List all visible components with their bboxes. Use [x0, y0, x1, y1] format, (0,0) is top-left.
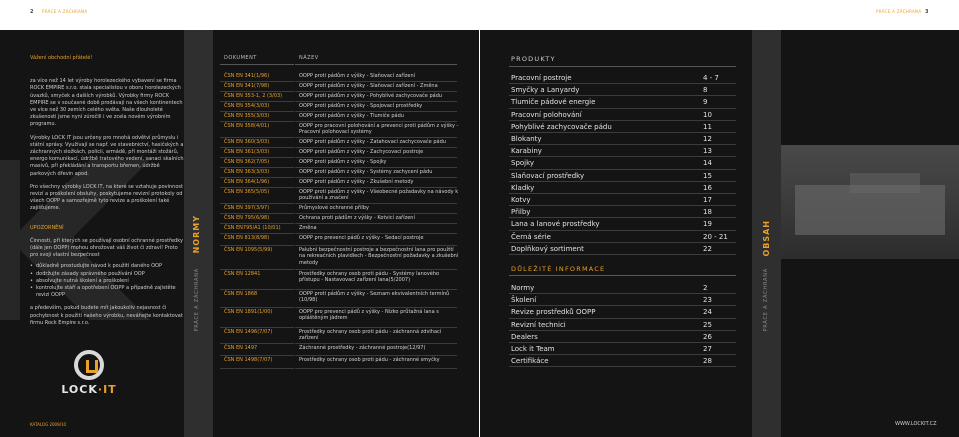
norm-name: OOPP proti pádům z výšky - Seznam ekvivalentních termínů (10/98) — [299, 291, 450, 304]
toc-label: Černá série — [511, 232, 551, 241]
column-header-document: DOKUMENT — [224, 55, 257, 61]
toc-item[interactable] — [509, 121, 736, 133]
toc-label: Smyčky a Lanyardy — [511, 86, 580, 95]
toc-label: Pracovní postroje — [511, 74, 572, 82]
toc-page-number: 22 — [703, 244, 712, 253]
toc-label: Spojky — [511, 159, 535, 168]
logo-text-accent: ·IT — [97, 383, 117, 396]
divider — [509, 275, 736, 276]
toc-page-number: 18 — [703, 208, 712, 217]
obsah-subtitle: PRÁCE A ZÁCHRANA — [763, 268, 769, 332]
toc-page-number: 19 — [703, 220, 712, 229]
norm-code: ČSN EN 354(3/03) — [224, 103, 270, 109]
norm-code: ČSN EN 1868 — [224, 291, 258, 297]
building-facade — [795, 185, 945, 235]
toc-page-number: 10 — [703, 110, 712, 119]
list-item: • důkladně prostudujte návod k použití daného OOP — [30, 263, 184, 270]
toc-item[interactable] — [509, 355, 736, 367]
norm-code: ČSN EN 1891(1/00) — [224, 309, 273, 315]
intro-paragraph: Výrobky LOCK IT jsou určeny pro mnohá odvětví průmyslu i státní správy. Využívají se např. ve stavebnictví, hasičských a záchranných složkách, policii, armádě, při montáži stožárů, energo komunikací, údržbě tratového vedení, sanaci skalních masivů, při překládání a transportu břemen, údržbě parkových dřevin apod. — [30, 134, 184, 177]
toc-label: Normy — [511, 284, 535, 292]
norm-code: ČSN EN 361(3/03) — [224, 149, 270, 155]
intro-paragraph: Činnosti, při kterých se používají osobní ochranné prostředky (dále jen OOPP) mohou ohrožovat váš život či zdraví! Proto pro svoji vlastní bezpečnost — [30, 237, 183, 259]
intro-paragraph: a především, pokud budete mít jakoukoliv nejasnost či pochybnost k použití našeho výrobku, neváhejte kontaktovat firmu Rock Empire s.r.o. — [30, 305, 183, 326]
norm-code: ČSN EN 353-1, 2 (3/03) — [224, 93, 283, 99]
obsah-title: OBSAH — [762, 220, 771, 257]
toc-page-number: 11 — [703, 122, 712, 131]
logo-text — [57, 383, 121, 396]
norm-code: ČSN EN 12841 — [224, 271, 261, 277]
list-item: • absolvujte nutná školení a proškolení — [30, 278, 184, 285]
toc-item[interactable] — [509, 319, 736, 331]
norm-name: OOPP proti pádům z výšky - Všeobecné požadavky na návody k používání a značení — [299, 189, 459, 202]
norm-name: Průmyslové ochranné přilby — [299, 205, 369, 211]
logo-text-main: LOCK — [61, 383, 98, 396]
lock-icon — [74, 350, 104, 380]
toc-item[interactable] — [509, 182, 736, 194]
products-heading: PRODUKTY — [511, 55, 556, 63]
greeting: Vážení obchodní přátelé! — [30, 55, 93, 61]
toc-label: Kladky — [511, 183, 535, 192]
toc-page-number: 23 — [703, 296, 712, 305]
website-link[interactable]: WWW.LOCKIT.CZ — [895, 421, 937, 427]
norm-code: ČSN EN 365(5/05) — [224, 189, 270, 195]
norm-name: OOPP proti pádům z výšky - Systémy zachycení pádu — [299, 169, 433, 175]
norm-code: ČSN EN 397(3/97) — [224, 205, 270, 211]
catalog-label: KATALOG 2009/10 — [30, 422, 67, 427]
toc-label: Pohyblivé zachycovače pádu — [511, 122, 612, 131]
toc-item[interactable] — [509, 343, 736, 355]
divider — [509, 254, 736, 255]
toc-label: Certifikáce — [511, 357, 549, 366]
toc-page-number: 25 — [703, 320, 712, 329]
toc-label: Revize prostředků OOPP — [511, 308, 596, 317]
toc-page-number: 27 — [703, 345, 712, 353]
divider — [220, 64, 294, 65]
norm-code: ČSN EN 360(3/03) — [224, 139, 270, 145]
intro-paragraph: za více než 14 let výroby horolezeckého vybavení se firma ROCK EMPIRE s.r.o. stala specialistou v oboru horolezeckých úvazků, smyček a dalších výrobků. Výrobky firmy ROCK EMPIRE se v současné době prodávají na všech kontinentech ve více než 30 zemích celého světa. Naše dlouholeté zkušenosti jsme nyní zúročili i ve zcela novém výrobním programu. — [30, 78, 183, 128]
toc-page-number: 20 - 21 — [703, 232, 728, 241]
divider — [220, 368, 294, 369]
obsah-band — [752, 30, 781, 437]
right-page-label: PRÁCE A ZÁCHRANA — [876, 9, 922, 14]
toc-item[interactable] — [509, 243, 736, 255]
toc-page-number: 24 — [703, 308, 712, 317]
lockit-logo — [57, 350, 121, 396]
toc-page-number: 8 — [703, 86, 708, 95]
norm-name: OOPP proti pádům z výšky - Pohyblivé zachycovače pádu — [299, 93, 443, 99]
toc-label: Dealers — [511, 332, 538, 341]
norm-name: Ochrana proti pádům z výšky - Kotvicí zařízení — [299, 215, 415, 221]
norm-name: OOPP proti pádům z výšky - Spojky — [299, 159, 387, 165]
normy-band — [184, 30, 213, 437]
toc-item[interactable] — [509, 194, 736, 206]
norm-code: ČSN EN 1497 — [224, 345, 258, 351]
norm-code: ČSN EN 1498(7/07) — [224, 357, 273, 363]
safety-list — [30, 263, 184, 299]
norm-name: OOPP proti pádům z výšky - Slaňovací zařízení — [299, 73, 416, 79]
toc-page-number: 2 — [703, 284, 708, 292]
toc-label: Přilby — [511, 208, 531, 217]
normy-subtitle: PRÁCE A ZÁCHRANA — [194, 268, 200, 332]
norm-code: ČSN EN 358(4/01) — [224, 123, 270, 129]
toc-item[interactable] — [509, 282, 736, 294]
toc-item[interactable] — [509, 294, 736, 306]
toc-item[interactable] — [509, 231, 736, 243]
toc-label: Doplňkový sortiment — [511, 244, 584, 253]
toc-page-number: 13 — [703, 147, 712, 156]
toc-page-number: 16 — [703, 183, 712, 192]
norm-name: OOPP pro prevenci pádů z výšky - Sedací postroje — [299, 235, 424, 241]
norm-name: OOPP pro prevenci pádů z výšky - Nízko průtažná lana s opláštěným jádrem — [299, 309, 439, 322]
toc-item[interactable] — [509, 96, 736, 108]
list-item: • kontrolujte stáří a opotřebení OOPP a případně zajistěte revizi OOPP — [30, 285, 184, 299]
norm-name: OOPP proti pádům z výšky - Tlumiče pádu — [299, 113, 404, 119]
toc-item[interactable] — [509, 170, 736, 182]
toc-item[interactable] — [509, 145, 736, 157]
norm-code: ČSN EN 795(6/98) — [224, 215, 270, 221]
toc-page-number: 9 — [703, 98, 708, 107]
norm-name: OOPP proti pádům z výšky - Zachycovací postroje — [299, 149, 424, 155]
toc-item[interactable] — [509, 206, 736, 218]
norm-name: OOPP proti pádům z výšky - Zatahovací zachycovače pádu — [299, 139, 446, 145]
toc-item[interactable] — [509, 133, 736, 145]
divider — [295, 64, 457, 65]
norm-code: ČSN EN 1496(7/07) — [224, 329, 273, 335]
norm-name: OOPP proti pádům z výšky - Slaňovací zařízení - Změna — [299, 83, 438, 89]
toc-item[interactable] — [509, 84, 736, 96]
list-item: • dodržujte zásady správného používání OOP — [30, 271, 184, 278]
toc-page-number: 12 — [703, 135, 712, 143]
toc-label: Lock it Team — [511, 345, 555, 353]
norm-name: Prostředky ochrany osob proti pádu - záchranná zdvihací zařízení — [299, 329, 442, 342]
toc-label: Lana a lanové prostředky — [511, 220, 600, 229]
toc-page-number: 4 - 7 — [703, 74, 719, 82]
toc-item[interactable] — [509, 306, 736, 318]
intro-text — [30, 55, 184, 333]
norm-name: Změna — [299, 225, 317, 231]
left-page-label: PRÁCE A ZÁCHRANA — [42, 9, 88, 14]
norm-code: ČSN EN 364(1/96) — [224, 179, 270, 185]
divider — [295, 368, 457, 369]
norm-name: Záchranné prostředky - záchranné postroje(12/97) — [299, 345, 426, 351]
toc-label: Školení — [511, 296, 537, 305]
left-page-number: 2 — [30, 9, 34, 15]
building-photo — [755, 145, 959, 259]
toc-page-number: 17 — [703, 196, 712, 204]
intro-paragraph: Pro všechny výrobky LOCK IT, na které se vztahuje povinnost revizí a proškolení obsluhy, poskytujeme revizní protokoly od všech OOPP a samozřejmě tyto revize a proškolení také zajišťujeme. — [30, 183, 183, 212]
toc-page-number: 26 — [703, 332, 712, 341]
norm-code: ČSN EN 813(8/98) — [224, 235, 270, 241]
norm-code: ČSN EN795/A1 (10/01) — [224, 225, 281, 231]
norm-code: ČSN EN 362(7/05) — [224, 159, 270, 165]
norm-code: ČSN EN 355(3/03) — [224, 113, 270, 119]
toc-item[interactable] — [509, 109, 736, 121]
norm-code: ČSN EN 1095(5/99) — [224, 247, 273, 253]
toc-label: Blokanty — [511, 135, 542, 143]
divider — [509, 66, 736, 67]
toc-label: Tlumiče pádové energie — [511, 98, 596, 107]
norm-code: ČSN EN 341(1/96) — [224, 73, 270, 79]
column-header-name: NÁZEV — [299, 55, 319, 61]
norm-name: OOPP proti pádům z výšky - Spojovací prostředky — [299, 103, 423, 109]
normy-title: NORMY — [192, 215, 201, 254]
divider — [509, 366, 736, 367]
norm-name: OOPP pro pracovní polohování a prevenci proti pádům z výšky - Pracovní polohovací systémy — [299, 123, 459, 136]
toc-item[interactable] — [509, 218, 736, 230]
info-heading: DŮLEŽITÉ INFORMACE — [511, 265, 606, 273]
norm-name: Prostředky ochrany osob proti pádu - záchranné smyčky — [299, 357, 440, 363]
page-header — [0, 0, 959, 30]
toc-label: Karabiny — [511, 147, 542, 156]
norm-name: Palubní bezpečnostní postroje a bezpečnostní lana pro použití na rekreačních plavidlech - Bezpečnostní požadavky a zkušební metody — [299, 247, 459, 266]
toc-page-number: 15 — [703, 171, 712, 180]
norm-code: ČSN EN 341(7/98) — [224, 83, 270, 89]
toc-label: Kotvy — [511, 196, 531, 204]
norm-name: OOPP proti pádům z výšky - Zkušební metody — [299, 179, 414, 185]
toc-label: Pracovní polohování — [511, 110, 582, 119]
toc-label: Slaňovací prostředky — [511, 171, 585, 180]
norm-code: ČSN EN 363(3/03) — [224, 169, 270, 175]
toc-page-number: 28 — [703, 357, 712, 366]
toc-item[interactable] — [509, 331, 736, 343]
right-page-number: 3 — [925, 9, 929, 15]
toc-item[interactable] — [509, 72, 736, 84]
toc-label: Revizní technici — [511, 320, 566, 329]
toc-item[interactable] — [509, 157, 736, 169]
toc-page-number: 14 — [703, 159, 712, 168]
norm-name: Prostředky ochrany osob proti pádu - Systémy lanového přístupu - Nastavovací zařízení lana(5/2007) — [299, 271, 440, 284]
warning-heading: UPOZORNĚNÍ — [30, 224, 64, 231]
